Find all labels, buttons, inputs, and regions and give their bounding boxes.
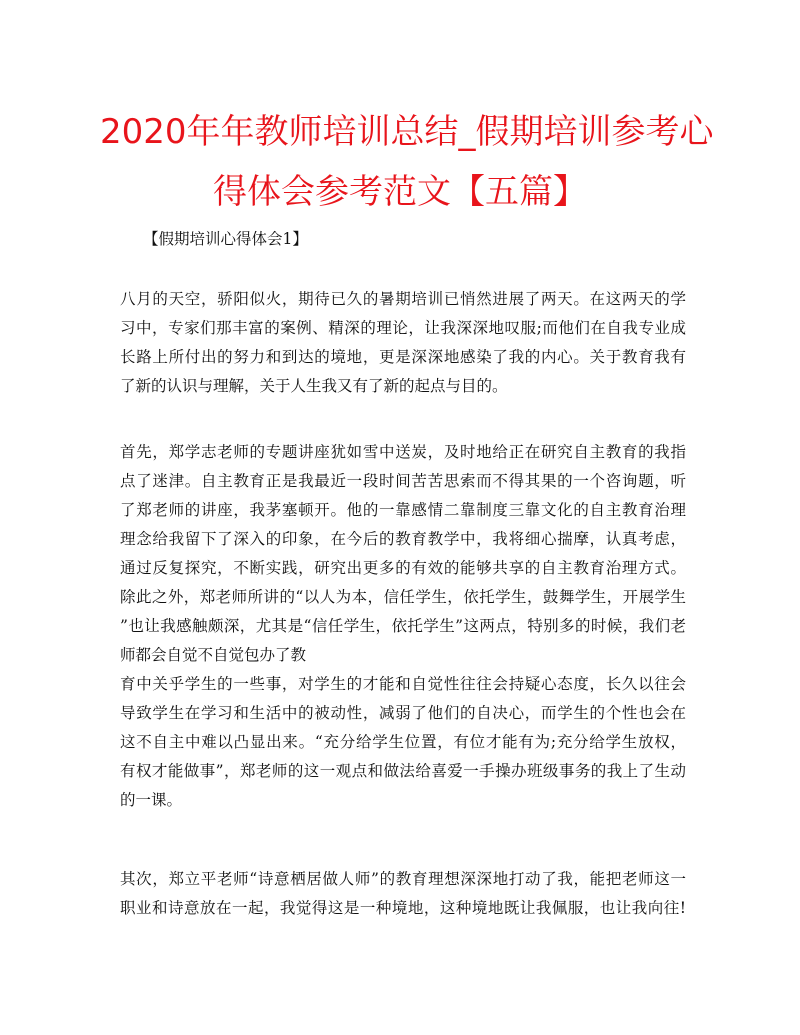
text-line: 其次，郑立平老师“诗意栖居做人师”的教育理想深深地打动了我，能把老师这一 [120, 870, 686, 888]
text-line: 导致学生在学习和生活中的被动性，减弱了他们的自决心，而学生的个性也会在 [120, 704, 686, 722]
text-line: 的一课。 [120, 791, 183, 809]
text-line: 师都会自觉不自觉包办了教 [120, 646, 307, 664]
text-line: 理念给我留下了深入的印象，在今后的教育教学中，我将细心揣摩，认真考虑， [120, 530, 686, 548]
text-line: 习中，专家们那丰富的案例、精深的理论，让我深深地叹服;而他们在自我专业成 [120, 319, 686, 337]
paragraph-2 [120, 438, 686, 815]
section-subheading: 【假期培训心得体会1】 [143, 230, 308, 248]
text-line: 八月的天空，骄阳似火，期待已久的暑期培训已悄然进展了两天。在这两天的学 [120, 290, 686, 308]
text-line: 有权才能做事”，郑老师的这一观点和做法给喜爱一手操办班级事务的我上了生动 [120, 762, 686, 780]
text-line: 通过反复探究，不断实践，研究出更多的有效的能够共享的自主教育治理方式。 [120, 559, 686, 577]
text-line: 育中关乎学生的一些事，对学生的才能和自觉性往往会持疑心态度，长久以往会 [120, 675, 686, 693]
text-line: ”也让我感触颇深，尤其是“信任学生，依托学生”这两点，特别多的时候，我们老 [120, 617, 686, 635]
text-line: 首先，郑学志老师的专题讲座犹如雪中送炭，及时地给正在研究自主教育的我指 [120, 443, 686, 461]
text-line: 长路上所付出的努力和到达的境地，更是深深地感染了我的内心。关于教育我有 [120, 348, 686, 366]
text-line: 除此之外，郑老师所讲的“以人为本，信任学生，依托学生，鼓舞学生，开展学生 [120, 588, 686, 606]
paragraph-1 [120, 285, 686, 401]
text-line: 了郑老师的讲座，我茅塞顿开。他的一靠感情二靠制度三靠文化的自主教育治理 [120, 501, 686, 519]
document-title-line-2: 得体会参考范文【五篇】 [213, 172, 587, 212]
text-line: 了新的认识与理解，关于人生我又有了新的起点与目的。 [120, 377, 508, 395]
paragraph-3 [120, 865, 686, 923]
document-title-line-1: 2020年年教师培训总结_假期培训参考心 [100, 112, 714, 152]
text-line: 这不自主中难以凸显出来。“充分给学生位置，有位才能有为;充分给学生放权， [120, 733, 686, 751]
text-line: 职业和诗意放在一起，我觉得这是一种境地，这种境地既让我佩服，也让我向往! [120, 899, 686, 917]
text-line: 点了迷津。自主教育正是我最近一段时间苦苦思索而不得其果的一个咨询题，听 [120, 472, 686, 490]
